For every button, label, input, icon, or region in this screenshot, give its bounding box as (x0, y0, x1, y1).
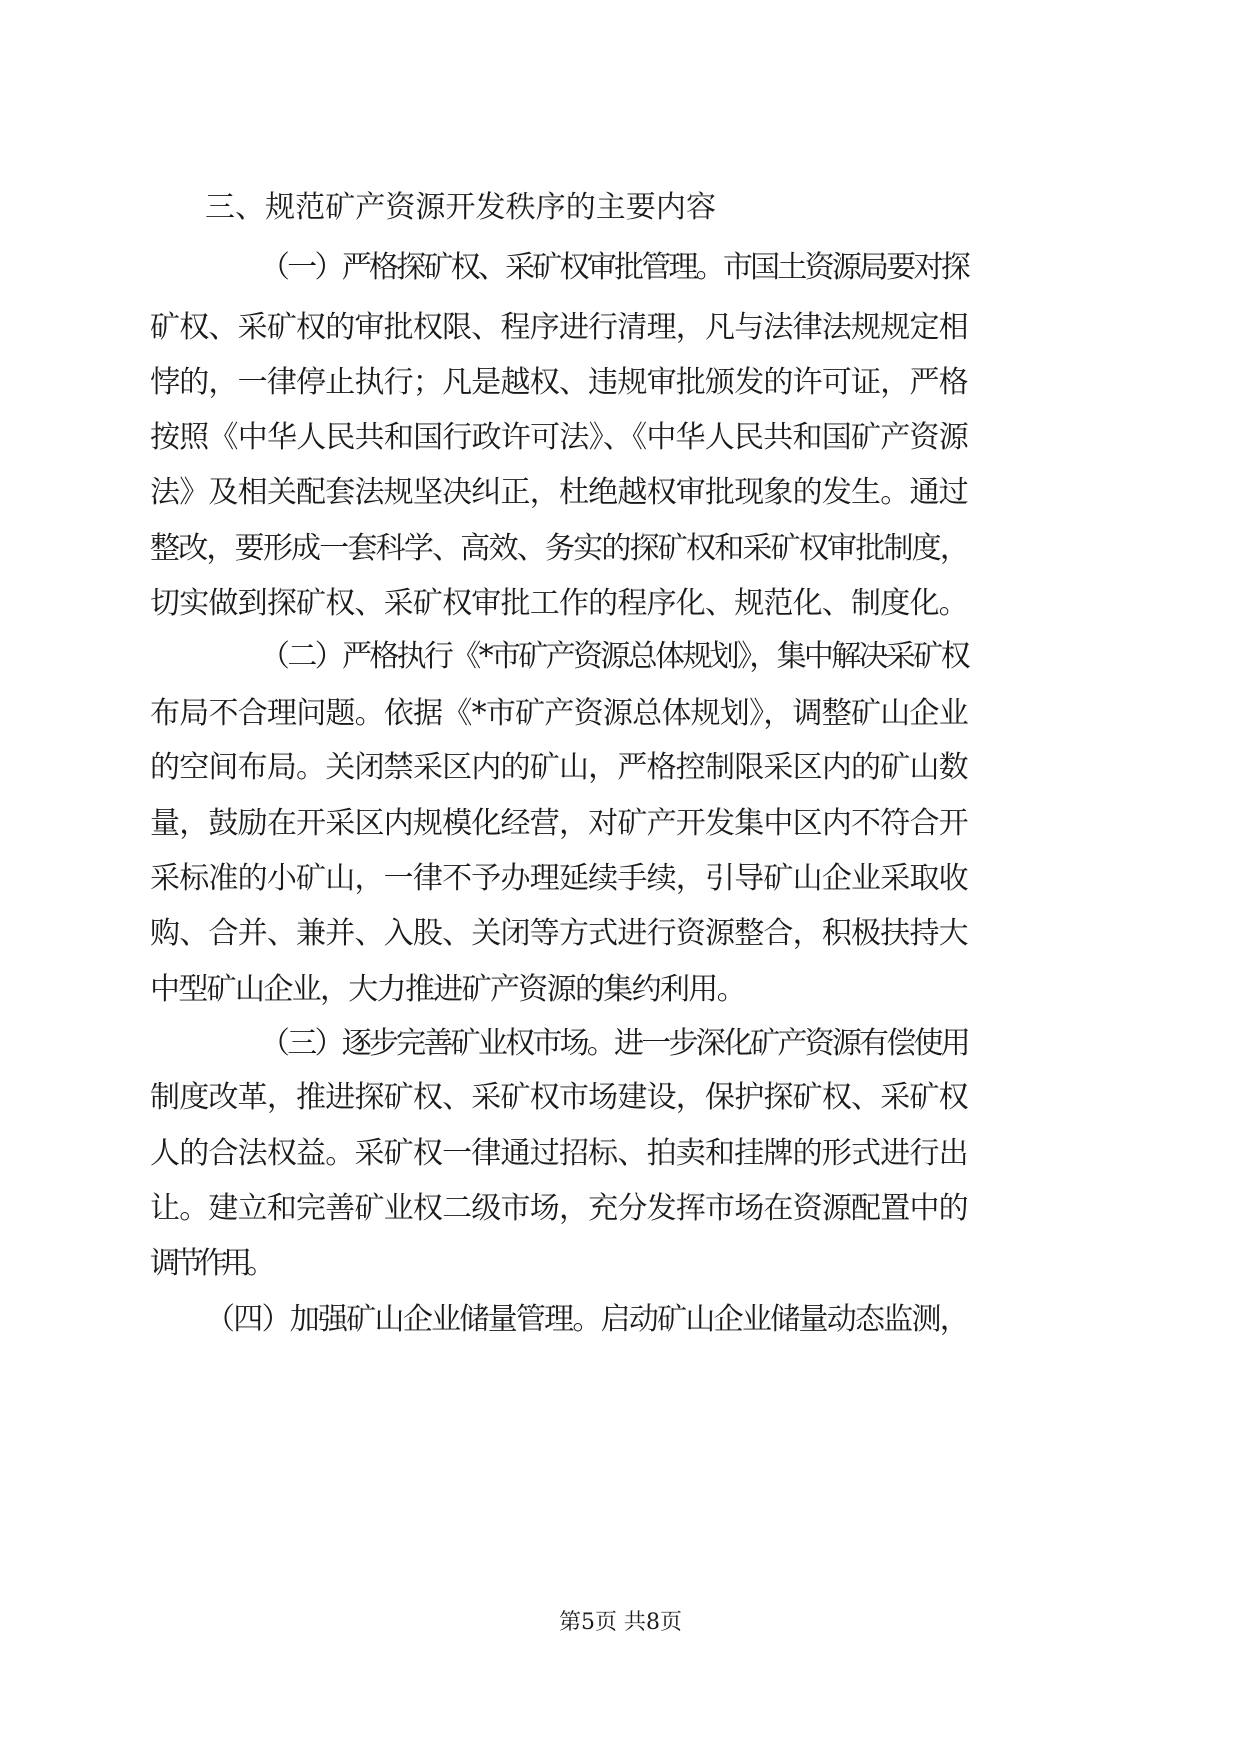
text-line (0, 1236, 1241, 1292)
text-line-content: 购、合并、兼并、入股、关闭等方式进行资源整合，积极扶持大 (150, 916, 968, 951)
text-line-content: 量，鼓励在开采区内规模化经营，对矿产开发集中区内不符合开 (150, 806, 968, 841)
text-line (0, 906, 1241, 962)
text-line (0, 300, 1241, 356)
text-line (0, 180, 1241, 236)
text-line (0, 576, 1241, 632)
text-line-content: 中型矿山企业，大力推进矿产资源的集约利用。 (150, 972, 745, 1007)
text-line (0, 851, 1241, 907)
text-line-content: 按照《中华人民共和国行政许可法》、《中华人民共和国矿产资源 (150, 420, 968, 455)
text-line (0, 740, 1241, 796)
text-line-content: 制度改革，推进探矿权、采矿权市场建设，保护探矿权、采矿权 (150, 1080, 968, 1115)
text-line-content: 布局不合理问题。依据《*市矿产资源总体规划》，调整矿山企业 (150, 696, 968, 731)
text-line-content: 矿权、采矿权的审批权限、程序进行清理，凡与法律法规规定相 (150, 310, 968, 345)
text-line-content: 人的合法权益。采矿权一律通过招标、拍卖和挂牌的形式进行出 (150, 1136, 968, 1171)
text-line (0, 410, 1241, 466)
text-line (0, 629, 1241, 685)
text-line (0, 240, 1241, 296)
text-line (0, 465, 1241, 521)
text-line-content: 调节作用。 (150, 1246, 270, 1281)
text-line (0, 1292, 1241, 1348)
text-line (0, 686, 1241, 742)
text-line (0, 1181, 1241, 1237)
text-line-content: （四）加强矿山企业储量管理。启动矿山企业储量动态监测， (205, 1302, 969, 1337)
text-line-content: （三）逐步完善矿业权市场。进一步深化矿产资源有偿使用 (260, 1026, 968, 1061)
text-line (0, 521, 1241, 577)
text-line-content: 让。建立和完善矿业权二级市场，充分发挥市场在资源配置中的 (150, 1191, 968, 1226)
text-line (0, 796, 1241, 852)
text-line-content: 三、规范矿产资源开发秩序的主要内容 (205, 190, 717, 225)
text-line-content: 采标准的小矿山，一律不予办理延续手续，引导矿山企业采取收 (150, 861, 968, 896)
text-line-content: 的空间布局。关闭禁采区内的矿山，严格控制限采区内的矿山数 (150, 750, 968, 785)
text-line (0, 1016, 1241, 1072)
text-line-content: （一）严格探矿权、采矿权审批管理。市国土资源局要对探 (260, 250, 968, 285)
text-line (0, 962, 1241, 1018)
text-line-content: 切实做到探矿权、采矿权审批工作的程序化、规范化、制度化。 (150, 586, 968, 621)
text-line (0, 355, 1241, 411)
text-line-content: 法》及相关配套法规坚决纠正，杜绝越权审批现象的发生。通过 (150, 475, 968, 510)
text-line-content: （二）严格执行《*市矿产资源总体规划》，集中解决采矿权 (260, 639, 968, 674)
text-line (0, 1126, 1241, 1182)
text-line (0, 1070, 1241, 1126)
text-line-content: 悖的，一律停止执行；凡是越权、违规审批颁发的许可证，严格 (150, 365, 968, 400)
page-footer: 第5页 共8页 (559, 1610, 682, 1635)
text-line-content: 整改，要形成一套科学、高效、务实的探矿权和采矿权审批制度， (150, 531, 969, 566)
